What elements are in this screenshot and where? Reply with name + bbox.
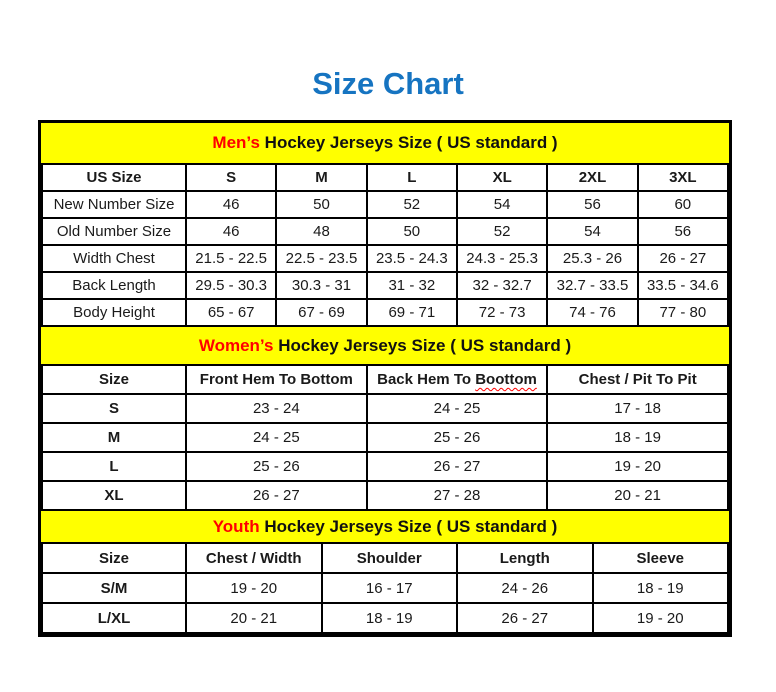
value-cell: 30.3 - 31 [276, 272, 366, 299]
value-cell: 22.5 - 23.5 [276, 245, 366, 272]
col-header-chest-width: Chest / Width [186, 543, 322, 573]
value-cell: 19 - 20 [547, 452, 728, 481]
mens-banner-highlight: Men’s [212, 133, 260, 152]
value-cell: 48 [276, 218, 366, 245]
value-cell: 24 - 26 [457, 573, 593, 603]
col-header-m: M [276, 164, 366, 191]
value-cell: 32 - 32.7 [457, 272, 547, 299]
row-label: Back Length [42, 272, 186, 299]
table-row-women-xl [42, 481, 728, 510]
value-cell: 54 [547, 218, 637, 245]
table-row-women-s [42, 394, 728, 423]
table-row-women-l [42, 452, 728, 481]
table-row-new-number-size [42, 191, 728, 218]
value-cell: 24.3 - 25.3 [457, 245, 547, 272]
value-cell: 23.5 - 24.3 [367, 245, 457, 272]
womens-banner-text: Hockey Jerseys Size ( US standard ) [273, 336, 572, 355]
row-label: Width Chest [42, 245, 186, 272]
row-label: XL [42, 481, 186, 510]
value-cell: 46 [186, 218, 276, 245]
col-header-us-size: US Size [42, 164, 186, 191]
value-cell: 52 [457, 218, 547, 245]
col-header-sleeve: Sleeve [593, 543, 729, 573]
col-header-shoulder: Shoulder [322, 543, 458, 573]
table-row-youth-lxl [42, 603, 728, 633]
table-row-width-chest [42, 245, 728, 272]
value-cell: 52 [367, 191, 457, 218]
value-cell: 18 - 19 [547, 423, 728, 452]
row-label: New Number Size [42, 191, 186, 218]
value-cell: 18 - 19 [322, 603, 458, 633]
value-cell: 29.5 - 30.3 [186, 272, 276, 299]
youth-size-table [41, 542, 729, 634]
value-cell: 20 - 21 [547, 481, 728, 510]
value-cell: 19 - 20 [186, 573, 322, 603]
value-cell: 31 - 32 [367, 272, 457, 299]
value-cell: 24 - 25 [186, 423, 367, 452]
value-cell: 26 - 27 [367, 452, 548, 481]
value-cell: 74 - 76 [547, 299, 637, 326]
value-cell: 65 - 67 [186, 299, 276, 326]
row-label: S [42, 394, 186, 423]
value-cell: 16 - 17 [322, 573, 458, 603]
mens-header-row [42, 164, 728, 191]
col-header-2xl: 2XL [547, 164, 637, 191]
row-label: L/XL [42, 603, 186, 633]
value-cell: 25.3 - 26 [547, 245, 637, 272]
value-cell: 26 - 27 [638, 245, 728, 272]
value-cell: 25 - 26 [367, 423, 548, 452]
col-header-back-hem [367, 365, 548, 394]
value-cell: 27 - 28 [367, 481, 548, 510]
value-cell: 54 [457, 191, 547, 218]
value-cell: 24 - 25 [367, 394, 548, 423]
table-row-back-length [42, 272, 728, 299]
row-label: M [42, 423, 186, 452]
row-label: Body Height [42, 299, 186, 326]
row-label: L [42, 452, 186, 481]
value-cell: 56 [638, 218, 728, 245]
back-hem-label: Back Hem To [377, 371, 472, 388]
value-cell: 60 [638, 191, 728, 218]
value-cell: 69 - 71 [367, 299, 457, 326]
size-chart-table [38, 120, 732, 637]
col-header-xl: XL [457, 164, 547, 191]
value-cell: 56 [547, 191, 637, 218]
womens-header-row [42, 365, 728, 394]
womens-size-table [41, 364, 729, 511]
value-cell: 26 - 27 [186, 481, 367, 510]
table-row-youth-sm [42, 573, 728, 603]
value-cell: 50 [367, 218, 457, 245]
col-header-size: Size [42, 543, 186, 573]
col-header-chest-pit: Chest / Pit To Pit [547, 365, 728, 394]
value-cell: 46 [186, 191, 276, 218]
mens-banner-text: Hockey Jerseys Size ( US standard ) [259, 133, 558, 152]
value-cell: 50 [276, 191, 366, 218]
table-row-body-height [42, 299, 728, 326]
youth-banner-text: Hockey Jerseys Size ( US standard ) [259, 517, 558, 536]
page-title: Size Chart [312, 66, 464, 101]
value-cell: 19 - 20 [593, 603, 729, 633]
value-cell: 21.5 - 22.5 [186, 245, 276, 272]
col-header-3xl: 3XL [638, 164, 728, 191]
value-cell: 26 - 27 [457, 603, 593, 633]
table-row-old-number-size [42, 218, 728, 245]
youth-banner-highlight: Youth [212, 517, 260, 536]
youth-header-row [42, 543, 728, 573]
col-header-l: L [367, 164, 457, 191]
value-cell: 67 - 69 [276, 299, 366, 326]
mens-section-banner [41, 123, 729, 163]
col-header-front-hem: Front Hem To Bottom [186, 365, 367, 394]
col-header-size: Size [42, 365, 186, 394]
value-cell: 20 - 21 [186, 603, 322, 633]
row-label: Old Number Size [42, 218, 186, 245]
table-row-women-m [42, 423, 728, 452]
womens-section-banner [41, 327, 729, 364]
value-cell: 32.7 - 33.5 [547, 272, 637, 299]
value-cell: 18 - 19 [593, 573, 729, 603]
value-cell: 77 - 80 [638, 299, 728, 326]
womens-banner-highlight: Women’s [198, 336, 274, 355]
value-cell: 72 - 73 [457, 299, 547, 326]
misspelled-word: Boottom [475, 371, 537, 388]
value-cell: 25 - 26 [186, 452, 367, 481]
row-label: S/M [42, 573, 186, 603]
value-cell: 17 - 18 [547, 394, 728, 423]
col-header-length: Length [457, 543, 593, 573]
youth-section-banner [41, 511, 729, 542]
col-header-s: S [186, 164, 276, 191]
value-cell: 33.5 - 34.6 [638, 272, 728, 299]
mens-size-table [41, 163, 729, 327]
value-cell: 23 - 24 [186, 394, 367, 423]
